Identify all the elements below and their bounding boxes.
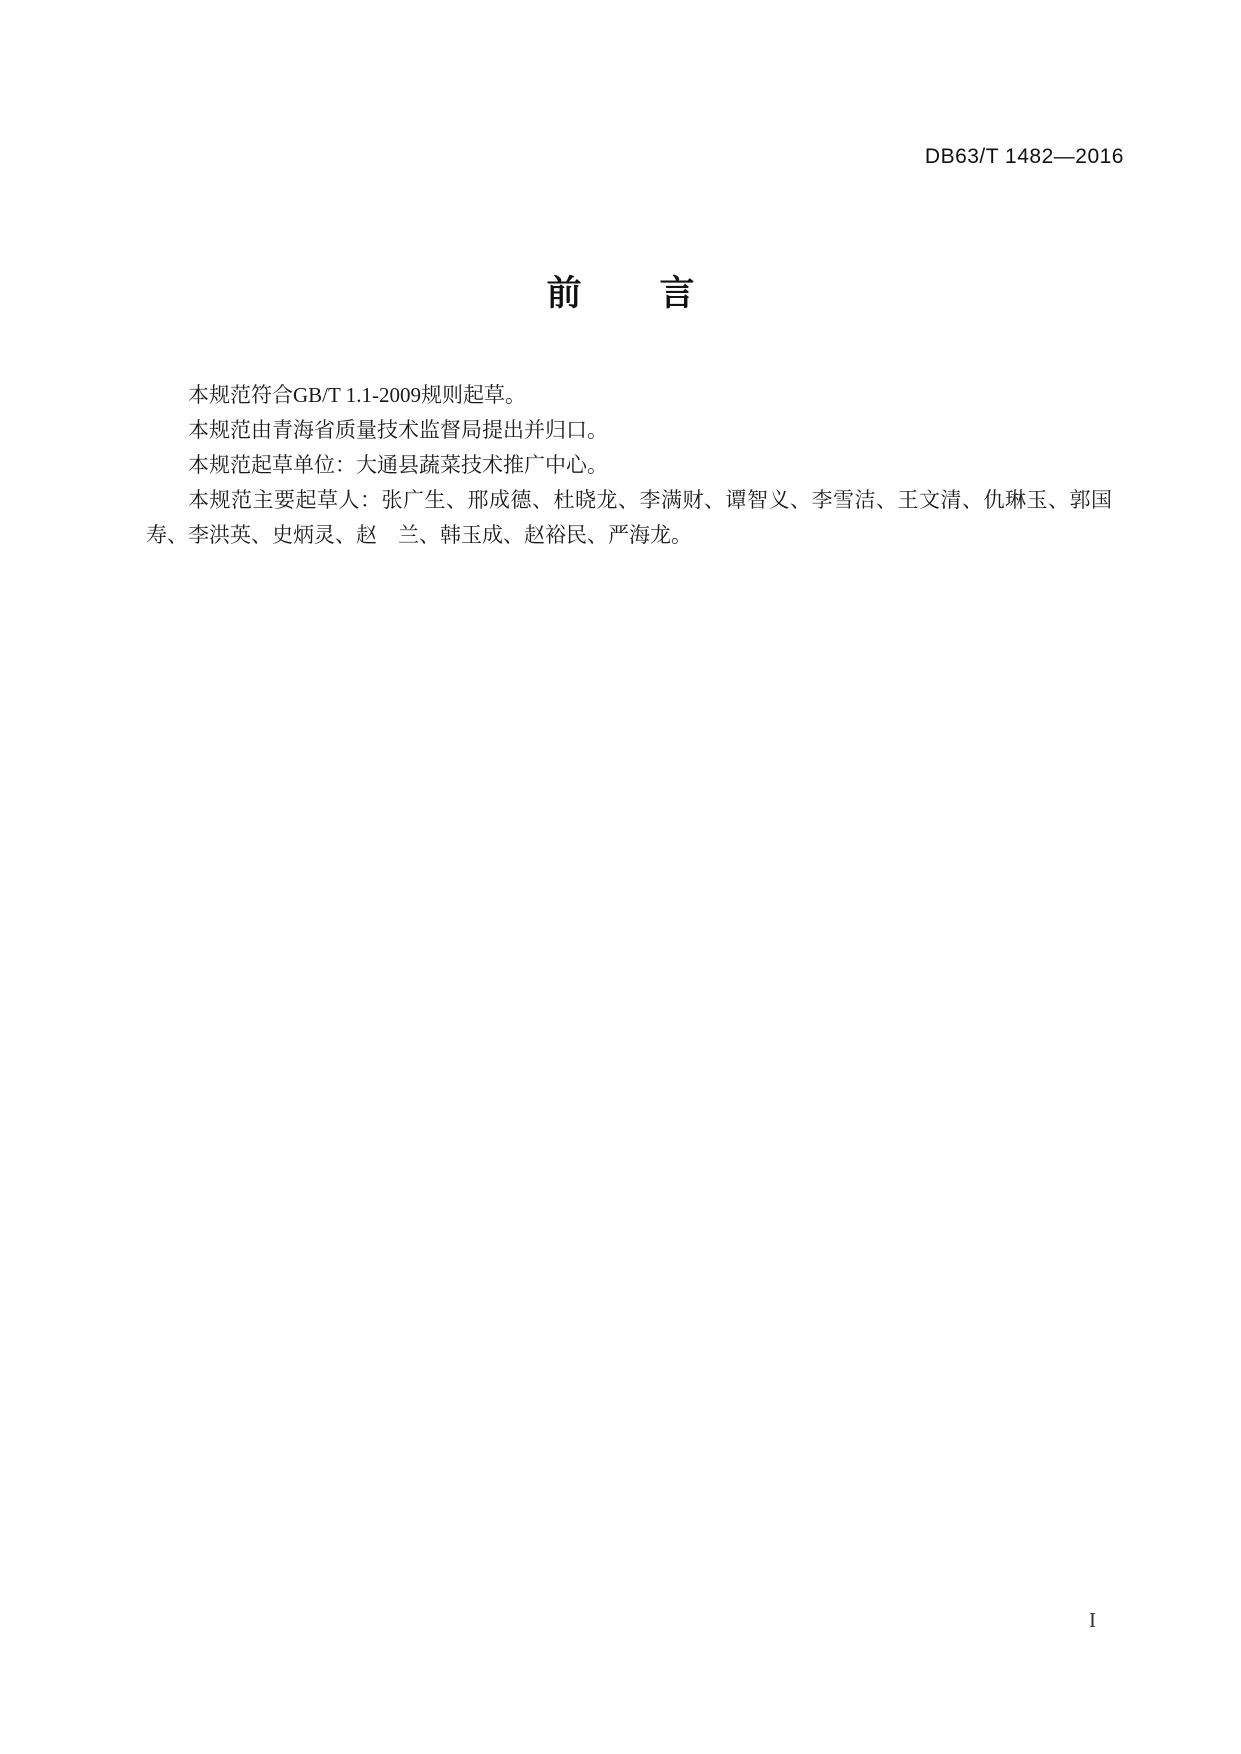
paragraph-drafters: 本规范主要起草人：张广生、邢成德、杜晓龙、李满财、谭智义、李雪洁、王文清、仇琳玉、郭国寿、李洪英、史炳灵、赵 兰、韩玉成、赵裕民、严海龙。 [146,488,1112,547]
paragraph-drafting-unit: 本规范起草单位：大通县蔬菜技术推广中心。 [188,453,608,477]
page-number: I [1089,1608,1096,1632]
foreword-title-char-2: 言 [659,274,695,313]
paragraph-proposed-by: 本规范由青海省质量技术监督局提出并归口。 [188,418,608,442]
foreword-body [146,378,1112,553]
paragraph-drafting-rules: 本规范符合GB/T 1.1-2009规则起草。 [188,383,526,407]
foreword-title [0,276,1241,311]
standard-number: DB63/T 1482—2016 [924,145,1124,168]
foreword-title-char-1: 前 [546,274,582,313]
